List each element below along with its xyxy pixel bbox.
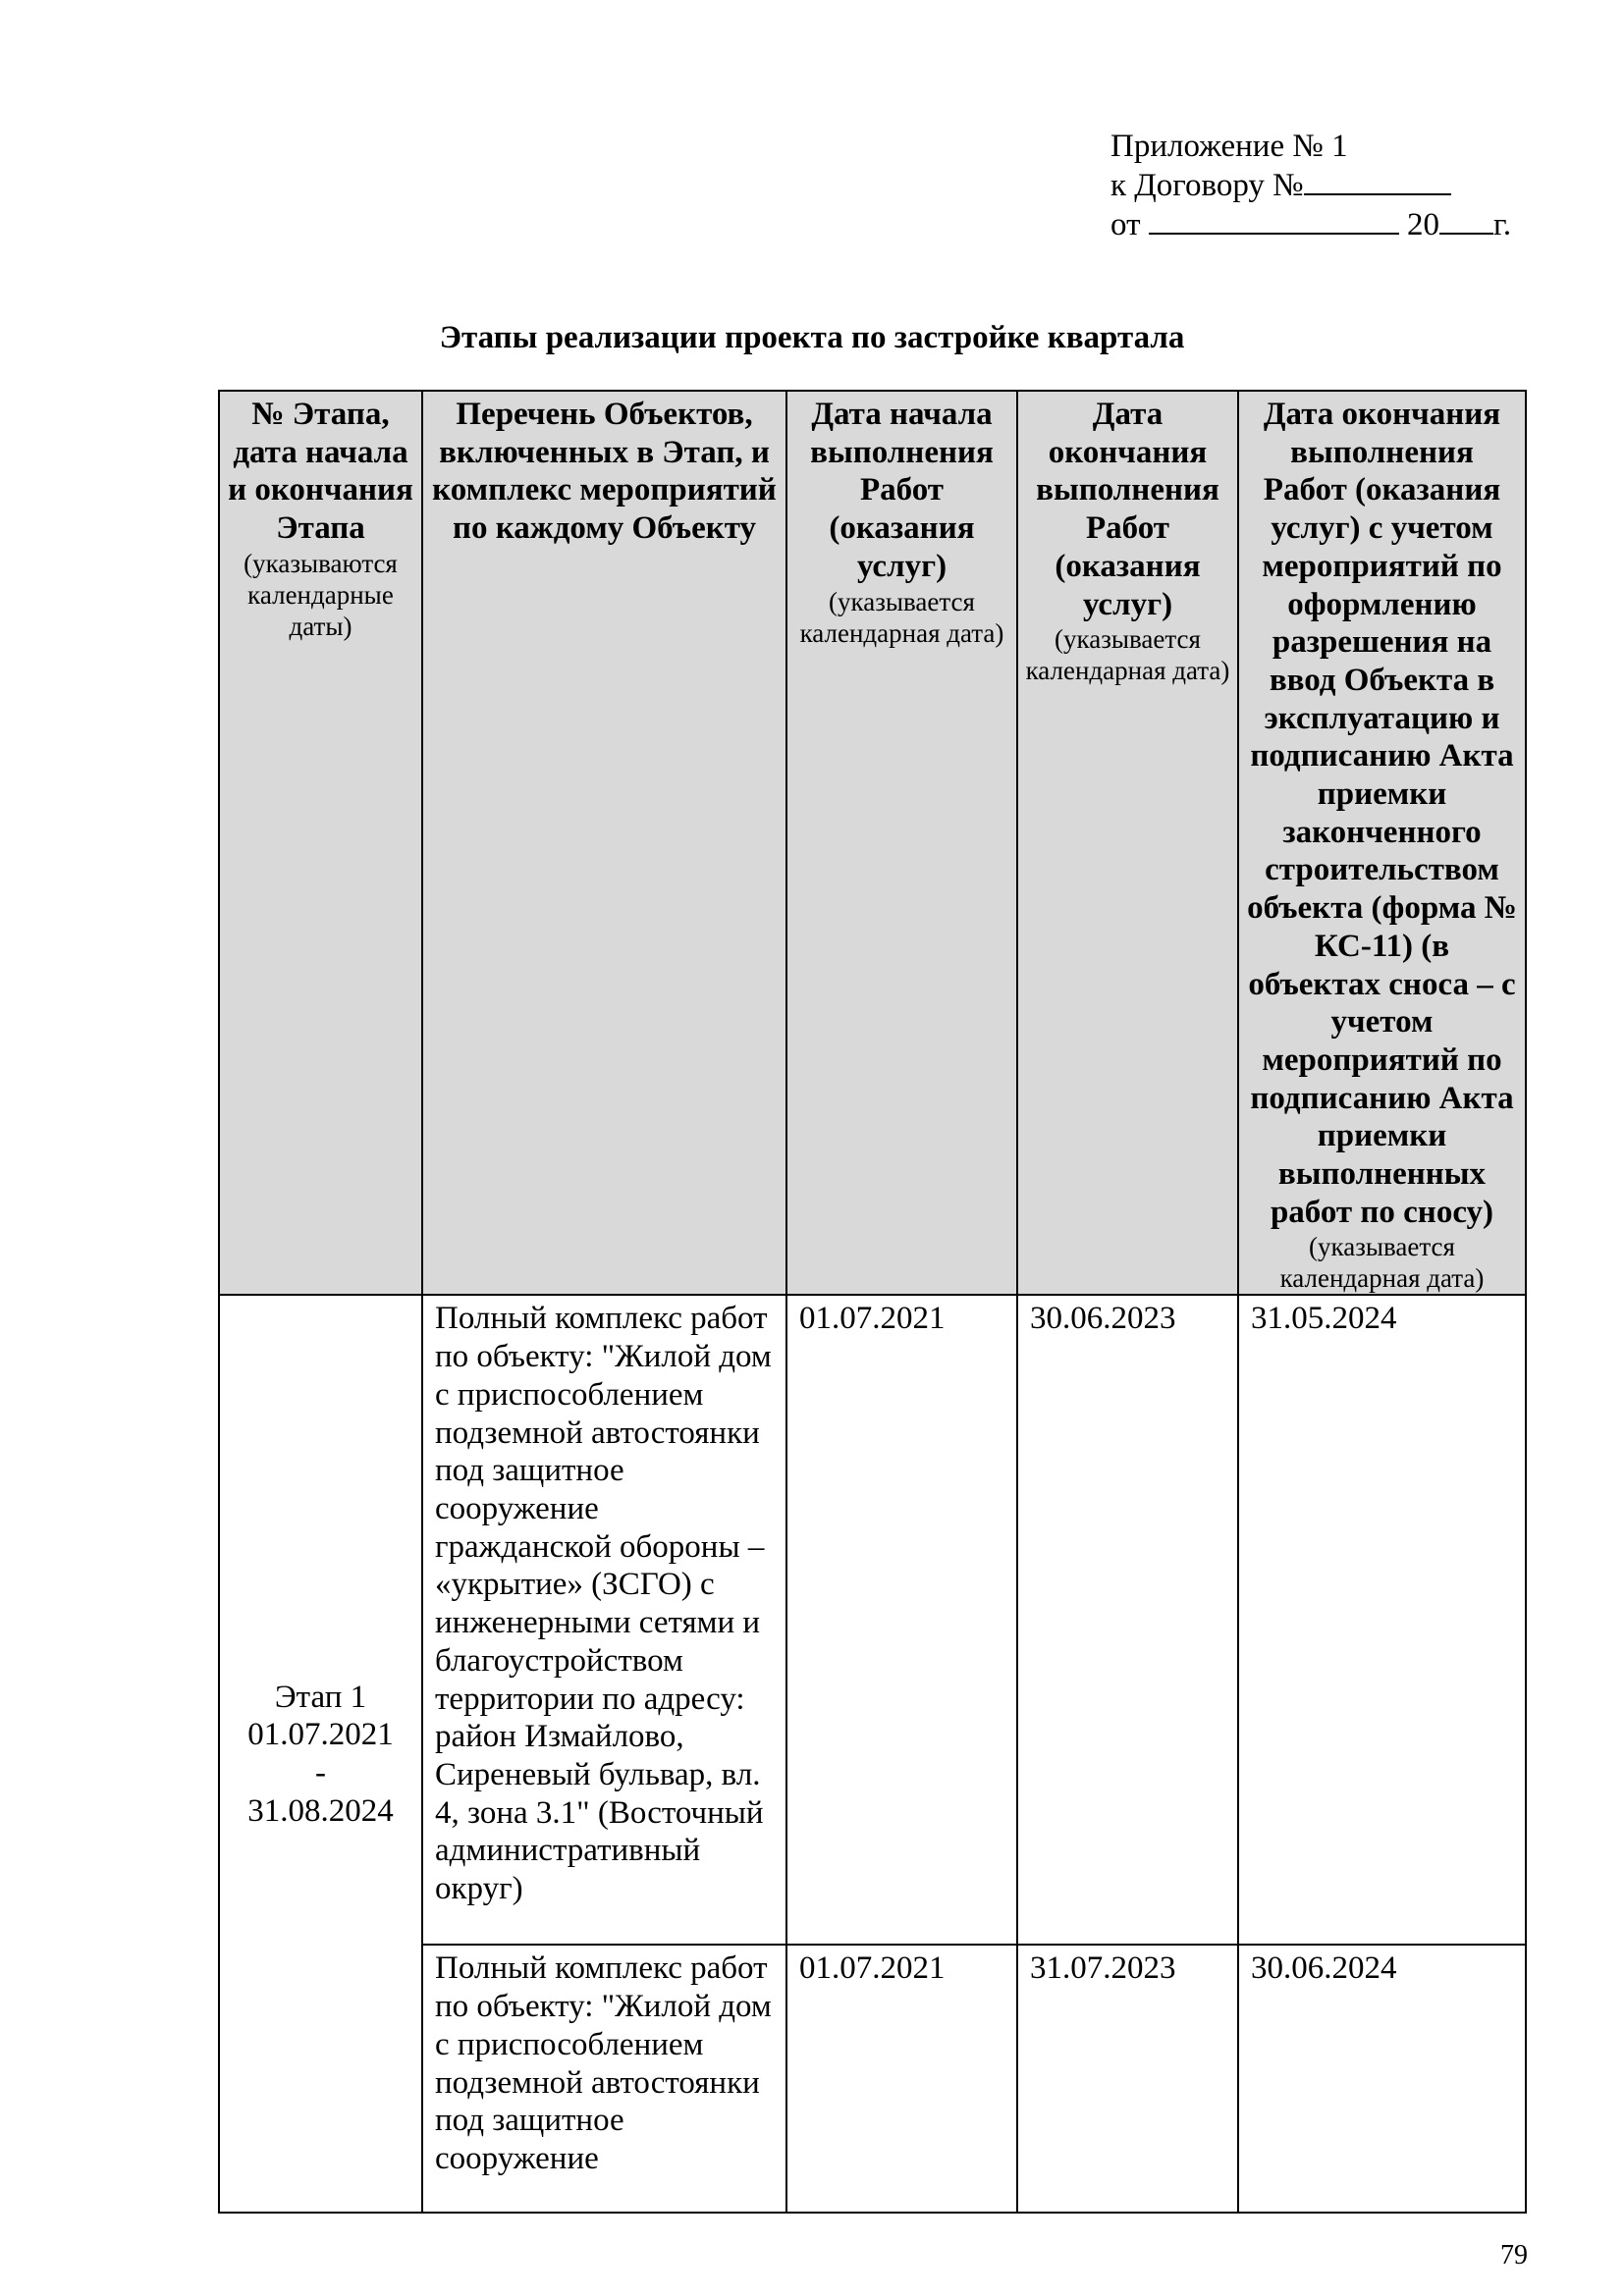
- year-blank: [1439, 205, 1493, 235]
- header-objects: [422, 391, 786, 1295]
- header-text: Дата окончания выполнения Работ (оказания услуг) с учетом мероприятий по оформлению разрешения на ввод Объекта в эксплуатацию и подписанию Акта приемки законченного строительством объекта (форма № КС-11) (в объектах сноса – с учетом мероприятий по подписанию Акта приемки выполненных работ по сносу): [1247, 397, 1517, 1230]
- header-note: (указываются календарные даты): [244, 548, 398, 641]
- object-description: Полный комплекс работ по объекту: "Жилой дом с приспособлением подземной автостоянки под защитное сооружение: [435, 1950, 772, 2176]
- header-text: Дата окончания выполнения Работ (оказания услуг): [1036, 397, 1219, 622]
- annex-number: Приложение № 1: [1110, 129, 1348, 164]
- page-number: 79: [1500, 2240, 1528, 2270]
- table-header-row: [219, 391, 1526, 1295]
- contract-date-line: [1110, 205, 1511, 244]
- stage-name: Этап 1: [274, 1679, 367, 1715]
- end-date: 30.06.2023: [1017, 1295, 1238, 1945]
- header-start-date: [786, 391, 1017, 1295]
- annex-reference: [1110, 128, 1511, 244]
- header-final-date: [1238, 391, 1526, 1295]
- stage-cell: [219, 1295, 422, 2213]
- contract-number-blank: [1304, 166, 1451, 195]
- final-date: 31.05.2024: [1238, 1295, 1526, 1945]
- end-date: 31.07.2023: [1017, 1945, 1238, 2213]
- stages-table: [218, 390, 1527, 2214]
- start-date: 01.07.2021: [786, 1945, 1017, 2213]
- stage-end: 31.08.2024: [247, 1792, 394, 1829]
- header-text: № Этапа, дата начала и окончания Этапа: [228, 397, 413, 547]
- final-date: 30.06.2024: [1238, 1945, 1526, 2213]
- header-stage: [219, 391, 422, 1295]
- document-title: Этапы реализации проекта по застройке квартала: [439, 320, 1185, 355]
- object-description: Полный комплекс работ по объекту: "Жилой дом с приспособлением подземной автостоянки под защитное сооружение гражданской обороны – «укрытие» (ЗСГО) с инженерными сетями и благоустройством территории по адресу: район Измайлово, Сиреневый бульвар, вл. 4, зона 3.1" (Восточный административный округ): [422, 1295, 786, 1945]
- header-note: (указывается календарная дата): [1025, 624, 1230, 686]
- stage-start: 01.07.2021: [247, 1717, 394, 1753]
- header-text: Перечень Объектов, включенных в Этап, и комплекс мероприятий по каждому Объекту: [432, 397, 777, 547]
- header-text: Дата начала выполнения Работ (оказания услуг): [810, 397, 994, 584]
- header-note: (указывается календарная дата): [799, 586, 1004, 648]
- table-row: [219, 1295, 1526, 1945]
- header-note: (указывается календарная дата): [1279, 1232, 1485, 1294]
- contract-label: к Договору №: [1110, 168, 1304, 203]
- start-date: 01.07.2021: [786, 1295, 1017, 1945]
- stage-dash: -: [315, 1754, 326, 1790]
- date-label: от: [1110, 207, 1141, 242]
- date-blank: [1149, 205, 1399, 235]
- year-prefix: 20: [1407, 207, 1439, 242]
- contract-number-line: [1110, 166, 1511, 205]
- object-description-cell: [422, 1945, 786, 2213]
- year-suffix: г.: [1493, 207, 1512, 242]
- header-end-date: [1017, 391, 1238, 1295]
